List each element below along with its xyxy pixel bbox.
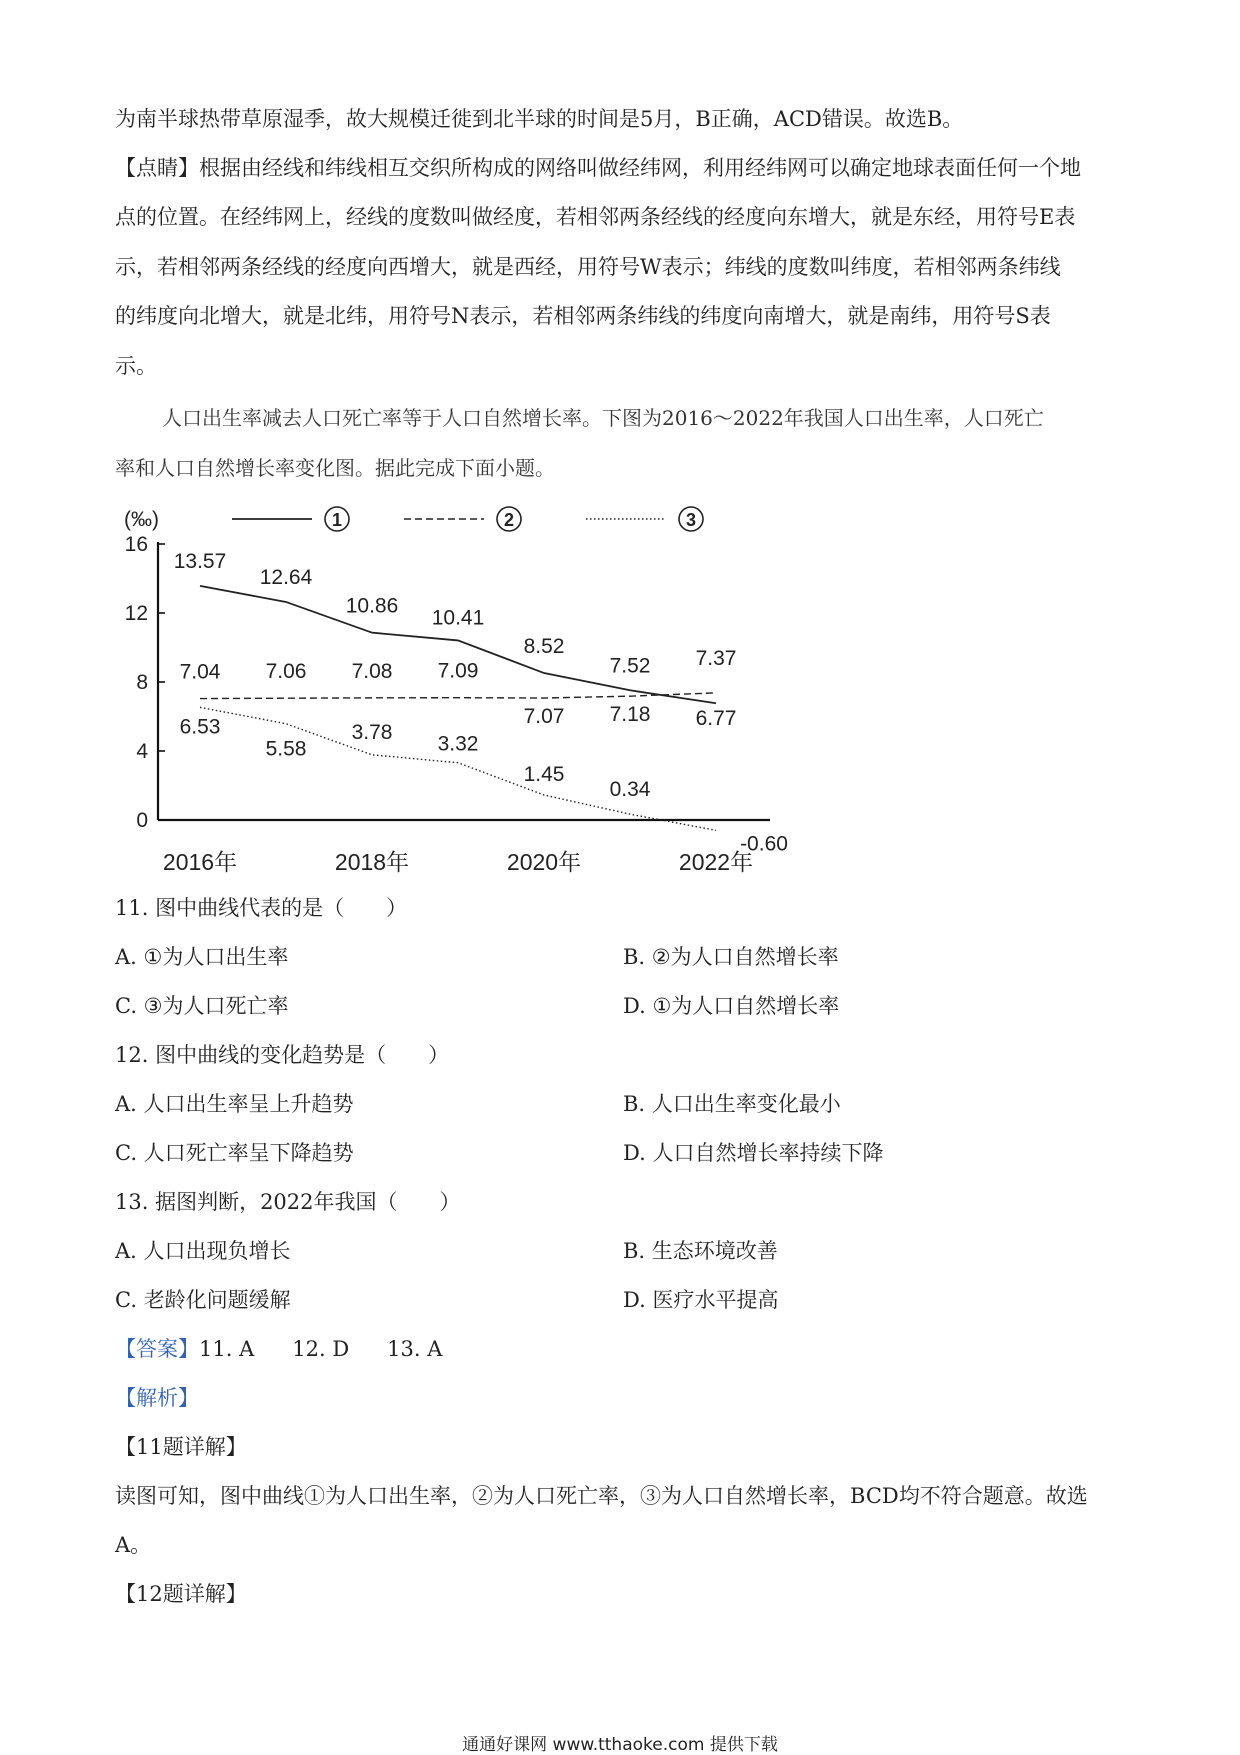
text-line-5: 的纬度向北增大，就是北纬，用符号N表示，若相邻两条纬线的纬度向南增大，就是南纬，用符号S表 [115,304,1051,328]
detail-11-heading: 【11题详解】 [115,1435,247,1459]
data-label: 6.77 [695,707,737,731]
option-13-d[interactable]: D. 医疗水平提高 [623,1288,779,1312]
series-line-dashed [200,693,716,699]
text-line-6: 示。 [115,354,157,378]
detail-11-text-2: A。 [115,1533,152,1557]
x-tick-label: 2022年 [678,849,754,875]
option-11-c[interactable]: C. ③为人口死亡率 [115,994,289,1018]
data-label: 5.58 [265,737,307,761]
y-tick-label: 16 [124,533,148,556]
chart-data-labels [174,550,788,855]
x-tick-label: 2016年 [162,849,238,875]
data-label: 10.86 [345,594,399,618]
text-line-4: 示，若相邻两条经线的经度向西增大，就是西经，用符号W表示；纬线的度数叫纬度，若相邻两条纬线 [115,255,1061,279]
tip-text: 根据由经线和纬线相互交织所构成的网络叫做经纬网，利用经纬网可以确定地球表面任何一个地 [199,156,1081,180]
chart-legend [232,507,703,531]
intro-line-2: 率和人口自然增长率变化图。据此完成下面小题。 [115,456,555,480]
option-11-b[interactable]: B. ②为人口自然增长率 [623,945,839,969]
answer-13: 13. A [387,1337,443,1361]
data-label: 10.41 [431,606,485,630]
tip-tag: 【点睛】 [115,156,199,180]
tip-paragraph-line-1 [115,152,1081,182]
detail-12-heading: 【12题详解】 [115,1582,247,1606]
answer-line [115,1333,442,1363]
data-label: 7.37 [695,646,737,670]
text-line-1: 为南半球热带草原湿季，故大规模迁徙到北半球的时间是5月，B正确，ACD错误。故选B。 [115,107,964,131]
data-label: 6.53 [179,715,221,739]
data-label: 0.34 [609,778,651,802]
data-label: 1.45 [523,762,565,786]
legend-label: 3 [685,510,697,530]
text-line-3: 点的位置。在经纬网上，经线的度数叫做经度，若相邻两条经线的经度向东增大，就是东经，用符号E表 [115,205,1076,229]
data-label: 7.08 [351,659,393,683]
option-12-c[interactable]: C. 人口死亡率呈下降趋势 [115,1141,354,1165]
question-11: 11. 图中曲线代表的是（ ） [115,896,408,920]
option-11-d[interactable]: D. ①为人口自然增长率 [623,994,840,1018]
answer-11: 11. A [199,1337,255,1361]
y-tick-label: 12 [124,602,148,625]
page-footer: 通通好课网 www.tthaoke.com 提供下载 [462,1735,778,1755]
data-label: 12.64 [259,565,313,589]
data-label: -0.60 [740,832,788,856]
y-tick-label: 0 [136,809,148,832]
option-12-b[interactable]: B. 人口出生率变化最小 [623,1092,841,1116]
series-line-solid [200,586,716,703]
question-12: 12. 图中曲线的变化趋势是（ ） [115,1043,450,1067]
y-unit-label: (‰) [124,508,159,531]
intro-line-1: 人口出生率减去人口死亡率等于人口自然增长率。下图为2016～2022年我国人口出生率，人口死亡 [162,406,1044,430]
data-label: 7.18 [609,703,651,727]
data-label: 3.32 [437,732,479,756]
option-13-c[interactable]: C. 老龄化问题缓解 [115,1288,291,1312]
answer-12: 12. D [292,1337,350,1361]
option-13-b[interactable]: B. 生态环境改善 [623,1239,778,1263]
x-tick-label: 2018年 [334,849,410,875]
detail-11-text-1: 读图可知，图中曲线①为人口出生率，②为人口死亡率，③为人口自然增长率，BCD均不符合题意。故选 [115,1484,1088,1508]
data-label: 7.04 [179,660,221,684]
option-13-a[interactable]: A. 人口出现负增长 [115,1239,291,1263]
data-label: 8.52 [523,635,565,659]
option-12-d[interactable]: D. 人口自然增长率持续下降 [623,1141,884,1165]
population-rate-chart [110,498,810,878]
legend-label: 2 [503,510,515,530]
x-tick-label: 2020年 [506,849,582,875]
y-tick-label: 8 [136,671,148,694]
option-11-a[interactable]: A. ①为人口出生率 [115,945,289,969]
option-12-a[interactable]: A. 人口出生率呈上升趋势 [115,1092,354,1116]
data-label: 7.07 [523,705,565,729]
question-13: 13. 据图判断，2022年我国（ ） [115,1190,461,1214]
legend-label: 1 [331,510,343,530]
data-label: 13.57 [173,549,227,573]
data-label: 7.09 [437,659,479,683]
data-label: 3.78 [351,720,393,744]
data-label: 7.06 [265,660,307,684]
y-tick-label: 4 [136,740,148,763]
analysis-tag: 【解析】 [115,1386,199,1410]
answer-tag: 【答案】 [115,1337,199,1361]
data-label: 7.52 [609,654,651,678]
